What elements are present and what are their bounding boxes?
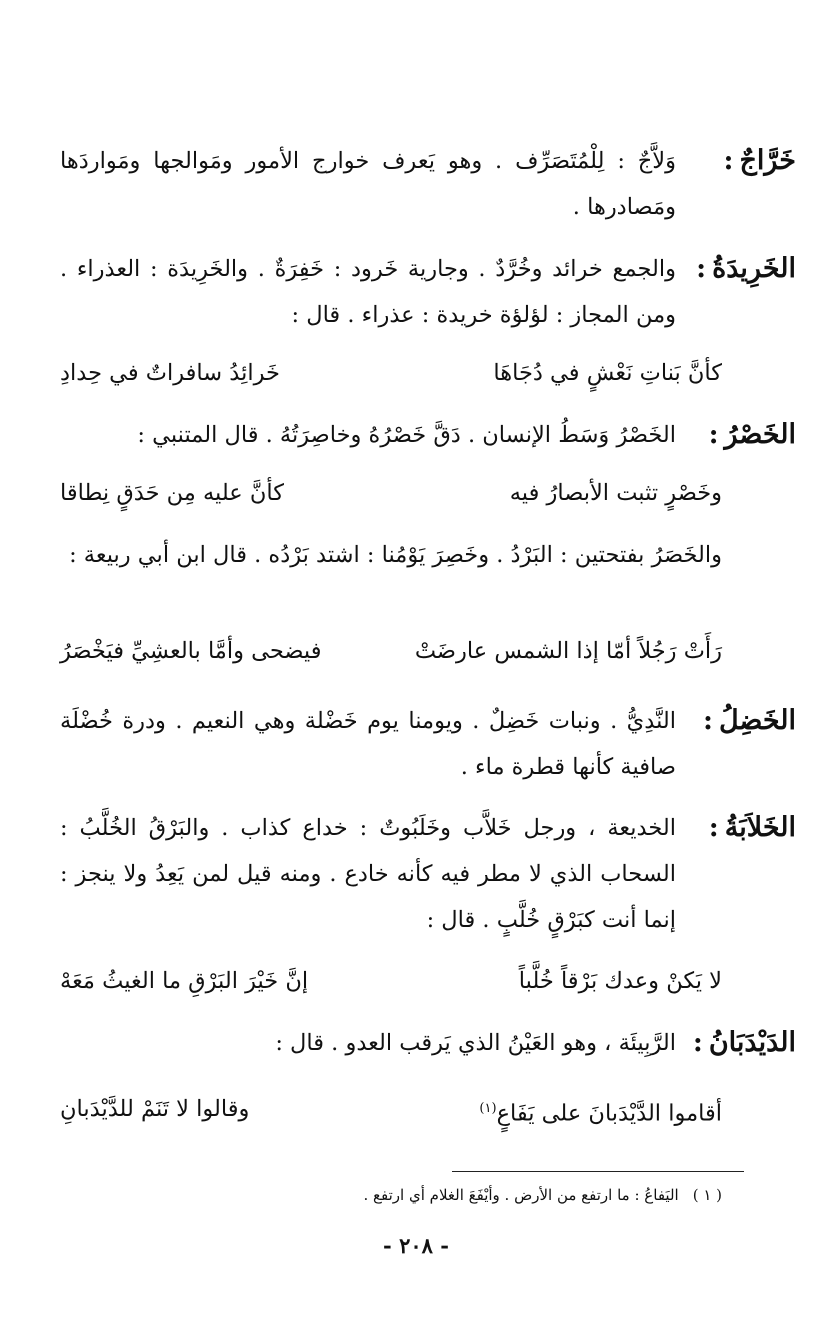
headword-colon: : (723, 145, 734, 176)
entry-kharraj (60, 138, 796, 230)
verse-line (60, 470, 722, 516)
headword-text: الخَضِلُ (718, 705, 796, 736)
entry-definition: الخَصْرُ وَسَطُ الإنسان . دَقَّ خَصْرُهُ وخاصِرَتُهُ . قال المتنبي : (137, 422, 676, 448)
entry-definition: النَّدِيُّ . ونبات خَضِلٌ . ويومنا يوم خَضْلة وهي النعيم . ودرة خُضْلَة صافية كأنها قطرة ماء . (60, 708, 676, 780)
verse-first-text: أقاموا الدَّيْدَبانَ على يَفَاعٍ (496, 1100, 722, 1127)
entry-headword (703, 698, 796, 744)
verse-line (60, 628, 722, 674)
headword-text: الخَلاَبَةُ (724, 812, 796, 843)
entry-daydaban (60, 1020, 796, 1066)
verse-first-hemistich: لا يَكنْ وعدك بَرْقاً خُلَّباً (518, 968, 722, 994)
verse-line (60, 1086, 722, 1132)
verse-line (60, 958, 722, 1004)
footnote-divider (452, 1171, 744, 1172)
verse-second-hemistich: خَرائِدُ سافراتٌ في حِدادِ (60, 360, 280, 386)
headword-colon: : (708, 812, 719, 843)
verse-second-hemistich: كأنَّ عليه مِن حَدَقٍ نِطاقا (60, 480, 284, 506)
verse-second-hemistich: فيضحى وأمَّا بالعشِيِّ فيَخْصَرُ (60, 638, 322, 664)
entry-headword (709, 412, 796, 458)
footnote (364, 1186, 722, 1204)
entry-khasr (60, 412, 796, 458)
footnote-number: ( ١ ) (692, 1186, 722, 1204)
entry-headword (693, 1020, 796, 1066)
entry-headword (724, 138, 797, 184)
page-number: - ٢٠٨ - (383, 1233, 449, 1258)
verse-first-hemistich: كأنَّ بَناتِ نَعْشٍ في دُجَاهَا (493, 360, 722, 386)
verse-second-hemistich: وقالوا لا تَنَمْ للدَّيْدَبانِ (60, 1096, 250, 1122)
entry-headword (696, 246, 796, 292)
footnote-text: اليَفاعُ : ما ارتفع من الأرض . وأيْفَعَ الغلام أي ارتفع . (363, 1186, 679, 1204)
headword-text: الخَصْرُ (724, 419, 796, 450)
headword-text: الخَرِيدَةُ (712, 253, 796, 284)
entry-definition: وَلاَّجٌ : لِلْمُتَصَرِّف . وهو يَعرف خوارج الأمور ومَوالجها ومَواردَها ومَصادرها . (60, 148, 676, 220)
headword-colon: : (696, 253, 707, 284)
verse-first-hemistich (479, 1086, 722, 1137)
verse-line (60, 350, 722, 396)
entry-khadil (60, 698, 796, 790)
headword-colon: : (692, 1027, 703, 1058)
entry-definition: الخديعة ، ورجل خَلاَّب وخَلَبُوتٌ : خداع كذاب . والبَرْقُ الخُلَّبُ : السحاب الذي لا مطر فيه كأنه خادع . ومنه قيل لمن يَعِدُ ولا ينجز : إنما أنت كبَرْقٍ خُلَّبٍ . قال : (60, 815, 676, 933)
verse-first-hemistich: وخَصْرٍ تثبت الأبصارُ فيه (509, 480, 722, 506)
headword-colon: : (703, 705, 713, 736)
headword-text: خَرَّاجٌ (739, 145, 796, 176)
entry-kharida (60, 246, 796, 338)
entry-definition: الرَّبِيئَة ، وهو العَيْنُ الذي يَرقب العدو . قال : (275, 1030, 676, 1056)
entry-definition: والجمع خرائد وخُرَّدٌ . وجارية خَرود : خَفِرَةٌ . والخَرِيدَة : العذراء . ومن المجاز : لؤلؤة خريدة : عذراء . قال : (60, 256, 676, 328)
entry-khallaba (60, 805, 796, 943)
footnote-marker: (١) (479, 1101, 497, 1116)
entry-continuation: والخَصَرُ بفتحتين : البَرْدُ . وخَصِرَ يَوْمُنا : اشتد بَرْدُه . قال ابن أبي ربيعة : (69, 542, 722, 568)
headword-text: الدَيْدَبَانُ (708, 1027, 796, 1058)
headword-colon: : (708, 419, 719, 450)
verse-second-hemistich: إنَّ خَيْرَ البَرْقِ ما الغيثُ مَعَهْ (60, 968, 309, 994)
entry-headword (709, 805, 796, 851)
verse-first-hemistich: رَأَتْ رَجُلاً أمّا إذا الشمس عارضَتْ (414, 638, 722, 664)
